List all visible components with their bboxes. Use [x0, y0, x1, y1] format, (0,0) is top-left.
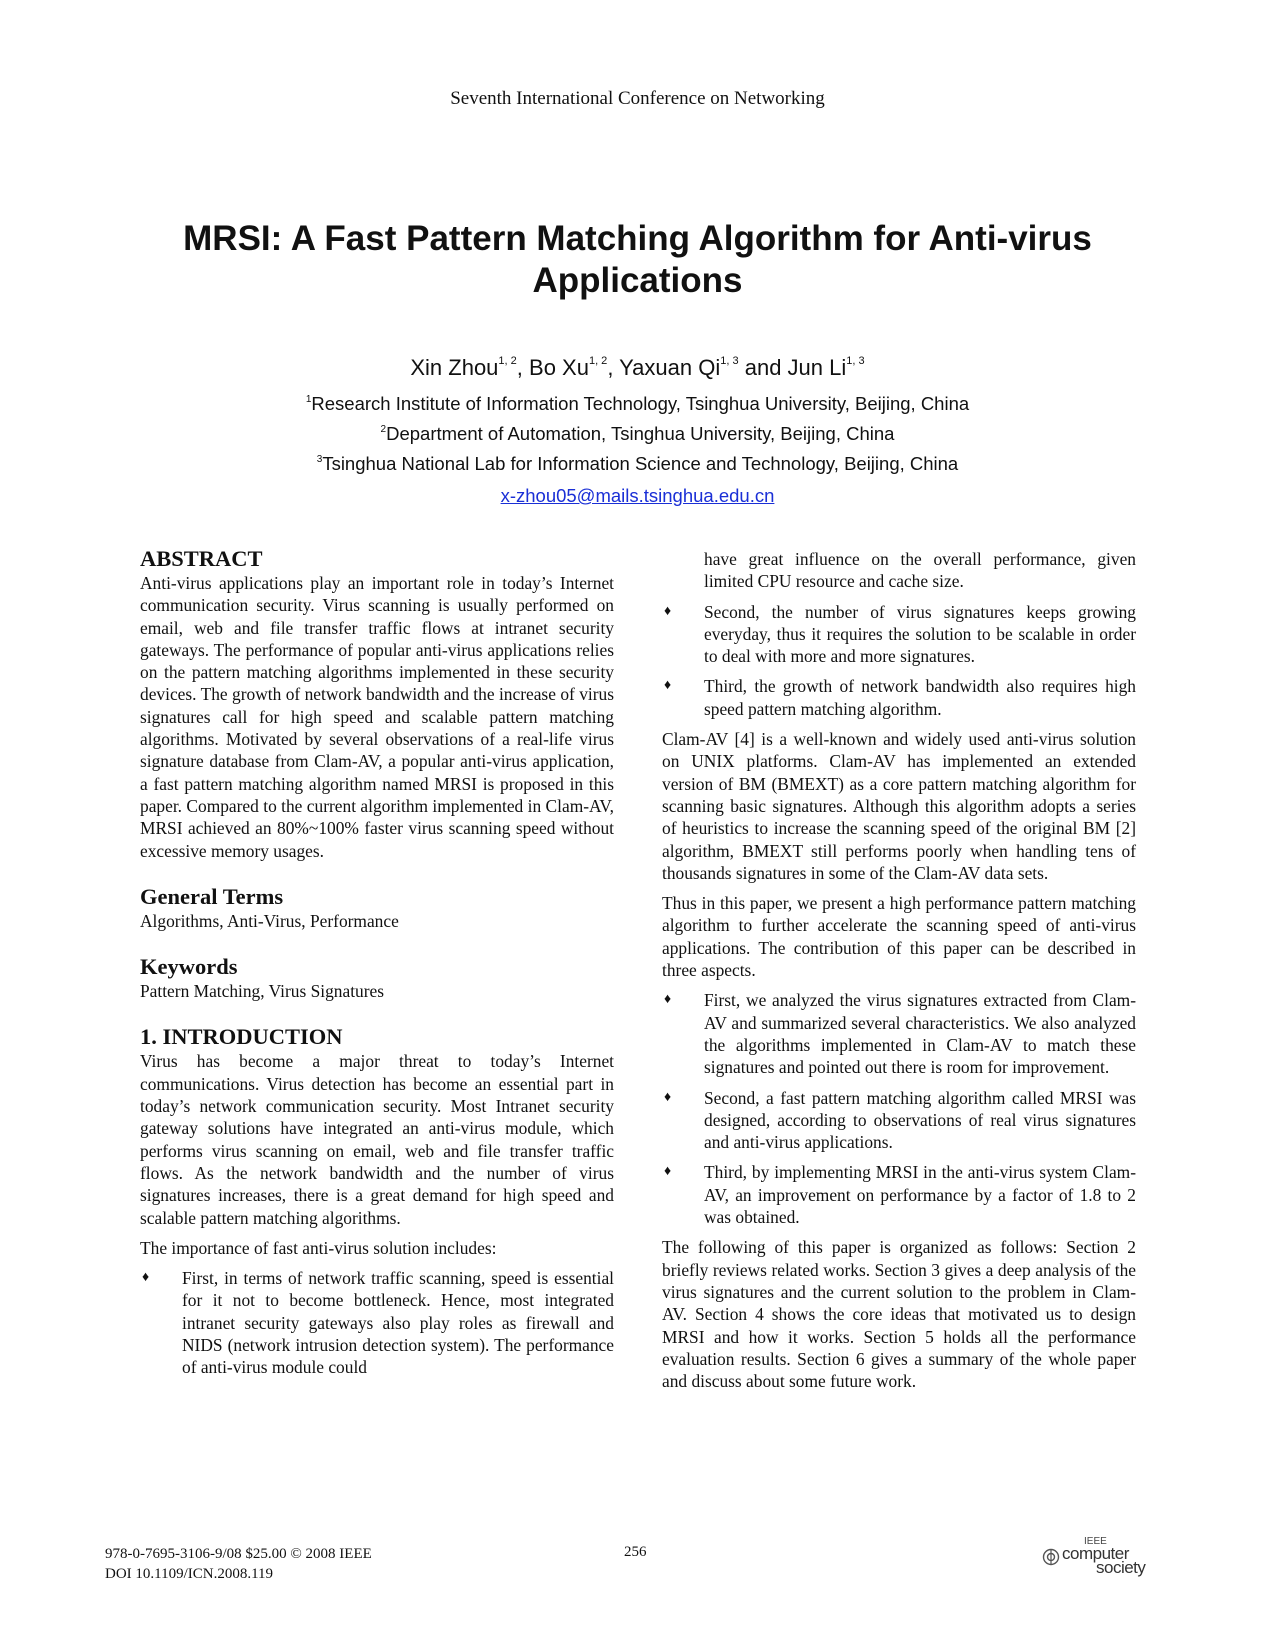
introduction-heading: 1. INTRODUCTION: [140, 1024, 343, 1050]
author-affiliation-marker: 1, 2: [588, 355, 608, 367]
importance-list-continued: [662, 601, 1136, 720]
list-item: [662, 601, 1136, 668]
paper-title-line-2: Applications: [532, 261, 743, 300]
footer-copyright: [105, 1544, 372, 1584]
keywords-heading: Keywords: [140, 954, 238, 980]
list-item-text: First, in terms of network traffic scanning, speed is essential for it not to become bottleneck. Hence, most integrated intranet security gateways also play roles as firewall and NIDS (network intrusion detection system). The performance of anti-virus module could: [182, 1268, 614, 1378]
diamond-bullet-icon: ♦: [142, 1270, 150, 1286]
keywords-text: Pattern Matching, Virus Signatures: [140, 981, 385, 1002]
affiliation-3: [0, 453, 1275, 475]
paper-title-line-1: MRSI: A Fast Pattern Matching Algorithm for Anti-virus: [183, 219, 1092, 258]
footer-doi: DOI 10.1109/ICN.2008.119: [105, 1566, 274, 1582]
email-link[interactable]: x-zhou05@mails.tsinghua.edu.cn: [500, 485, 775, 506]
list-item-text: Third, by implementing MRSI in the anti-virus system Clam-AV, an improvement on performance by a factor of 1.8 to 2 was obtained.: [704, 1162, 1136, 1228]
list-item: [662, 1161, 1136, 1228]
author-name: Jun Li: [787, 355, 847, 380]
list-item: [662, 675, 1136, 720]
abstract-text: Anti-virus applications play an important role in today’s Internet communication security. Virus scanning is usually performed on email, web and file transfer traffic flows at intranet security gateways. The performance of popular anti-virus applications relies on the pattern matching algorithms implemented in these security devices. The growth of network bandwidth and the increase of virus signatures call for high speed and scalable pattern matching algorithms. Motivated by several observations of a real-life virus signature database from Clam-AV, a popular anti-virus application, a fast pattern matching algorithm named MRSI is proposed in this paper. Compared to the current algorithm implemented in Clam-AV, MRSI achieved an 80%~100% faster virus scanning speed without excessive memory usages.: [140, 573, 614, 861]
general-terms-text: Algorithms, Anti-Virus, Performance: [140, 910, 399, 931]
diamond-bullet-icon: ♦: [664, 603, 672, 619]
author-affiliation-marker: 1, 3: [720, 355, 739, 367]
computer-society-globe-icon: [1042, 1548, 1060, 1566]
footer-isbn: 978-0-7695-3106-9/08 $25.00 © 2008 IEEE: [105, 1546, 372, 1562]
abstract-heading: ABSTRACT: [140, 546, 263, 571]
author-affiliation-marker: 1, 3: [846, 355, 865, 367]
importance-list: [140, 1267, 614, 1378]
left-column: [140, 546, 614, 1387]
affiliation-text: Tsinghua National Lab for Information Science and Technology, Beijing, China: [322, 453, 959, 474]
list-item-continuation: have great influence on the overall performance, given limited CPU resource and cache size.: [704, 549, 1136, 592]
author-name: Yaxuan Qi: [619, 355, 721, 380]
logo-society-text: society: [1096, 1558, 1146, 1577]
conference-header: Seventh International Conference on Networking: [450, 88, 825, 109]
affiliation-text: Department of Automation, Tsinghua University, Beijing, China: [386, 423, 895, 444]
diamond-bullet-icon: ♦: [664, 1164, 672, 1180]
affiliation-2: [0, 423, 1275, 445]
intro-paragraph-4: Thus in this paper, we present a high performance pattern matching algorithm to further accelerate the scanning speed of anti-virus applications. The contribution of this paper can be described in three aspects.: [662, 893, 1136, 981]
author-separator: ,: [607, 355, 620, 380]
logo-ieee-text: IEEE: [1084, 1536, 1107, 1547]
affiliation-marker: 3: [316, 454, 323, 465]
affiliation-marker: 1: [305, 394, 312, 405]
diamond-bullet-icon: ♦: [664, 1089, 672, 1105]
general-terms-heading: General Terms: [140, 883, 284, 909]
intro-paragraph-1: Virus has become a major threat to today’s Internet communications. Virus detection has become an essential part in today’s network communication security. Most Intranet security gateway solutions have integrated an anti-virus module, which performs virus scanning on email, web and file transfer traffic flows. As the network bandwidth and the number of virus signatures increases, there is a great demand for high speed and scalable pattern matching algorithms.: [140, 1051, 614, 1228]
author-separator: ,: [516, 355, 530, 380]
intro-paragraph-5: The following of this paper is organized as follows: Section 2 briefly reviews related works. Section 3 gives a deep analysis of the virus signatures and the current solution to the problem in Clam-AV. Section 4 shows the core ideas that motivated us to design MRSI and how it works. Section 5 holds all the performance evaluation results. Section 6 gives a summary of the whole paper and discuss about some future work.: [662, 1237, 1136, 1392]
list-item: [662, 989, 1136, 1078]
paper-title: [140, 218, 1135, 302]
contribution-list: [662, 989, 1136, 1228]
page-number: 256: [624, 1544, 647, 1560]
affiliation-1: [0, 393, 1275, 415]
list-item-text: First, we analyzed the virus signatures extracted from Clam-AV and summarized several characteristics. We also analyzed the algorithms implemented in Clam-AV to match these signatures and pointed out there is room for improvement.: [704, 990, 1136, 1078]
intro-paragraph-3: Clam-AV [4] is a well-known and widely used anti-virus solution on UNIX platforms. Clam-AV has implemented an extended version of BM (BMEXT) as a core pattern matching algorithm for scanning basic signatures. Although this algorithm adopts a series of heuristics to increase the scanning speed of the original BM [2] algorithm, BMEXT still performs poorly when handling tens of thousands signatures in some of the Clam-AV data sets.: [662, 729, 1136, 883]
diamond-bullet-icon: ♦: [664, 992, 672, 1008]
list-item: [662, 1087, 1136, 1154]
affiliation-text: Research Institute of Information Technology, Tsinghua University, Beijing, China: [311, 393, 970, 414]
intro-paragraph-2: The importance of fast anti-virus solution includes:: [140, 1237, 497, 1258]
author-name: Xin Zhou: [410, 355, 499, 380]
right-column: [662, 548, 1136, 1400]
diamond-bullet-icon: ♦: [664, 678, 672, 694]
list-item-text: Second, a fast pattern matching algorithm called MRSI was designed, according to observations of real virus signatures and anti-virus applications.: [704, 1087, 1136, 1153]
computer-society-logo: [1040, 1536, 1150, 1576]
affiliation-marker: 2: [380, 424, 387, 435]
contact-email: [0, 485, 1275, 507]
logo-computer-text: computer: [1062, 1544, 1129, 1563]
author-list: [0, 355, 1275, 381]
author-affiliation-marker: 1, 2: [498, 355, 517, 367]
list-item-text: Second, the number of virus signatures keeps growing everyday, thus it requires the solution to be scalable in order to deal with more and more signatures.: [704, 601, 1136, 667]
author-separator: and: [738, 355, 788, 380]
author-name: Bo Xu: [529, 355, 589, 380]
list-item-text: Third, the growth of network bandwidth also requires high speed pattern matching algorithm.: [704, 676, 1136, 719]
list-item: [140, 1267, 614, 1378]
